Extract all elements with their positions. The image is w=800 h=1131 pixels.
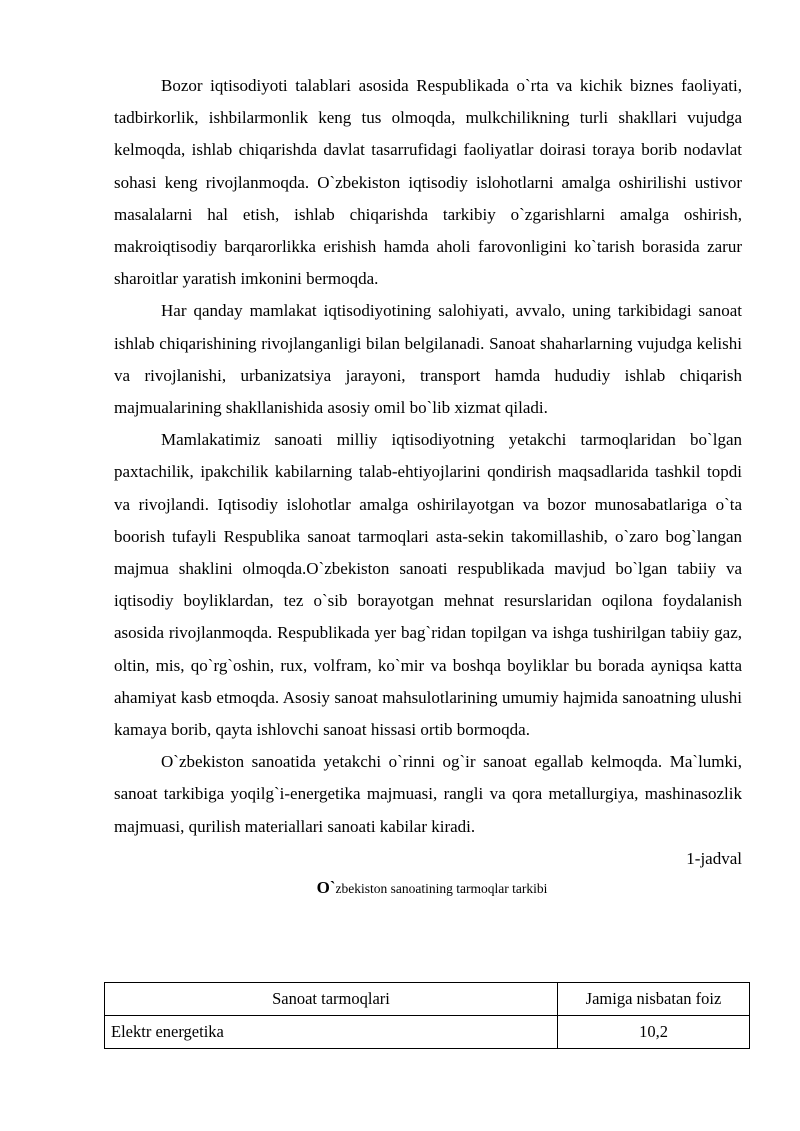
data-table xyxy=(104,982,750,1049)
table-title xyxy=(114,875,742,902)
table-title-first-letter: O` xyxy=(316,877,336,897)
table-header-cell: Sanoat tarmoqlari xyxy=(105,983,558,1016)
table-cell: 10,2 xyxy=(558,1016,750,1049)
table-number-label: 1-jadval xyxy=(686,848,742,868)
table-title-rest: zbekiston sanoatining tarmoqlar tarkibi xyxy=(335,880,548,896)
paragraph-1: Bozor iqtisodiyoti talablari asosida Respublikada o`rta va kichik biznes faoliyati, tadbirkorlik, ishbilarmonlik keng tus olmoqda, mulkchilikning turli shakllari vujudga kelmoqda, ishlab chiqarishda davlat tasarrufidagi faoliyatlar doirasi toraya borib nodavlat sohasi keng rivojlanmoqda. O`zbekiston iqtisodiy islohotlarni amalga oshirilishi ustivor masalalarni hal etish, ishlab chiqarishda tarkibiy o`zgarishlarni amalga oshirish, makroiqtisodiy barqarorlikka erishish hamda aholi farovonligini ko`tarish borasida zarur sharoitlar yaratish imkonini bermoqda. xyxy=(114,76,742,289)
table-cell: Elektr energetika xyxy=(105,1016,558,1049)
paragraph-2: Har qanday mamlakat iqtisodiyotining salohiyati, avvalo, uning tarkibidagi sanoat ishlab chiqarishining rivojlanganligi bilan belgilanadi. Sanoat shaharlarning vujudga kelishi va rivojlanishi, urbanizatsiya jarayoni, transport hamda hududiy ishlab chiqarish majmualarining shakllanishida asosiy omil bo`lib xizmat qiladi. xyxy=(114,301,742,418)
table-header-row xyxy=(105,983,750,1016)
table-header-cell: Jamiga nisbatan foiz xyxy=(558,983,750,1016)
table-row xyxy=(105,1016,750,1049)
paragraph-4: O`zbekiston sanoatida yetakchi o`rinni og`ir sanoat egallab kelmoqda. Ma`lumki, sanoat tarkibiga yoqilg`i-energetika majmuasi, rangli va qora metallurgiya, mashinasozlik majmuasi, qurilish materiallari sanoati kabilar kiradi. xyxy=(114,752,742,836)
document-body xyxy=(114,70,742,902)
paragraph-3: Mamlakatimiz sanoati milliy iqtisodiyotning yetakchi tarmoqlaridan bo`lgan paxtachilik, ipakchilik kabilarning talab-ehtiyojlarini qondirish maqsadlarida tashkil topdi va rivojlandi. Iqtisodiy islohotlar amalga oshirilayotgan va bozor munosabatlariga o`ta boorish tufayli Respublika sanoat tarmoqlari asta-sekin takomillashib, o`zaro bog`langan majmua shaklini olmoqda.O`zbekiston sanoati respublikada mavjud bo`lgan tabiiy va iqtisodiy boyliklardan, tez o`sib borayotgan mehnat resurslaridan oqilona foydalanish asosida rivojlanmoqda. Respublikada yer bag`ridan topilgan va ishga tushirilgan tabiiy gaz, oltin, mis, qo`rg`oshin, rux, volfram, ko`mir va boshqa boyliklar bu borada ayniqsa katta ahamiyat kasb etmoqda. Asosiy sanoat mahsulotlarining umumiy hajmida sanoatning ulushi kamaya borib, qayta ishlovchi sanoat hissasi ortib bormoqda. xyxy=(114,430,742,740)
